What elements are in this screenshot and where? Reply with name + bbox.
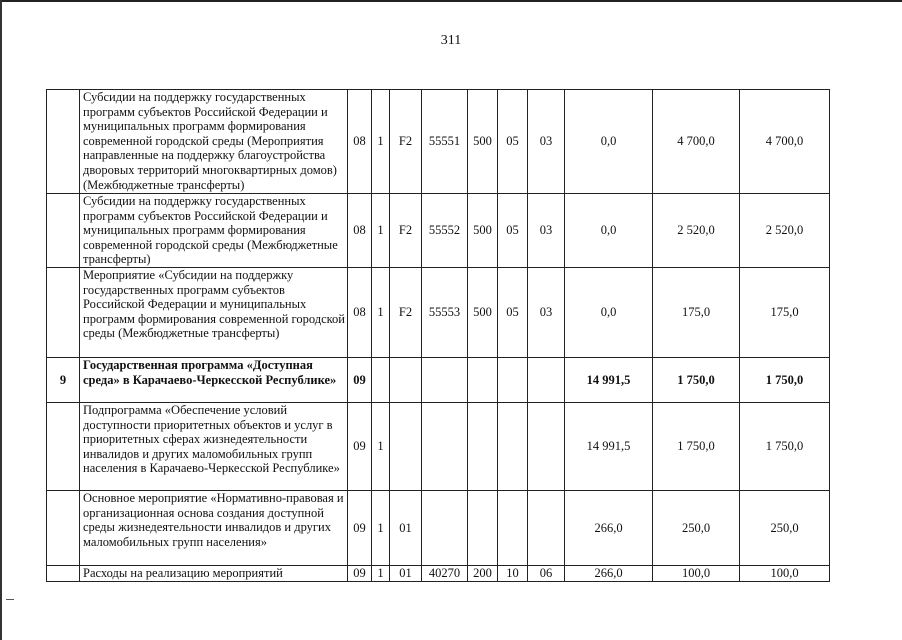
code-ministry: 09 — [348, 491, 372, 566]
row-name: Основное мероприятие «Нормативно-правовая и организационная основа создания доступной среды жизнедеятельности инвалидов и других маломобильных групп населения» — [80, 491, 348, 566]
code-section: 10 — [498, 566, 528, 582]
code-subprogram — [372, 358, 390, 403]
code-expense-type: 200 — [468, 566, 498, 582]
code-section — [498, 358, 528, 403]
code-direction — [422, 358, 468, 403]
amount-year-1: 0,0 — [565, 194, 653, 268]
code-expense-type — [468, 403, 498, 491]
code-section: 05 — [498, 90, 528, 194]
budget-table — [46, 89, 830, 582]
table-row — [47, 90, 830, 194]
amount-year-1: 0,0 — [565, 90, 653, 194]
row-number — [47, 90, 80, 194]
row-name: Субсидии на поддержку государственных программ субъектов Российской Федерации и муниципальных программ формирования современной городской среды (Межбюджетные трансферты) — [80, 194, 348, 268]
table-row — [47, 268, 830, 358]
code-subsection: 06 — [528, 566, 565, 582]
code-ministry: 08 — [348, 90, 372, 194]
code-subprogram: 1 — [372, 403, 390, 491]
code-direction — [422, 491, 468, 566]
code-expense-type: 500 — [468, 194, 498, 268]
code-section: 05 — [498, 268, 528, 358]
code-event: F2 — [390, 268, 422, 358]
amount-year-3: 175,0 — [740, 268, 830, 358]
table-row — [47, 491, 830, 566]
amount-year-1: 14 991,5 — [565, 358, 653, 403]
scan-mark — [6, 599, 14, 600]
code-event: F2 — [390, 90, 422, 194]
code-event: 01 — [390, 566, 422, 582]
amount-year-3: 2 520,0 — [740, 194, 830, 268]
code-ministry: 08 — [348, 194, 372, 268]
amount-year-2: 4 700,0 — [653, 90, 740, 194]
code-event — [390, 358, 422, 403]
code-subsection — [528, 358, 565, 403]
row-number — [47, 491, 80, 566]
amount-year-2: 2 520,0 — [653, 194, 740, 268]
code-subsection: 03 — [528, 268, 565, 358]
code-direction — [422, 403, 468, 491]
code-expense-type — [468, 358, 498, 403]
row-name: Субсидии на поддержку государственных программ субъектов Российской Федерации и муниципальных программ формирования современной городской среды (Мероприятия направленные на поддержку благоустройства дворовых территорий многоквартирных домов) (Межбюджетные трансферты) — [80, 90, 348, 194]
code-direction: 55553 — [422, 268, 468, 358]
table-row — [47, 194, 830, 268]
code-ministry: 08 — [348, 268, 372, 358]
code-direction: 40270 — [422, 566, 468, 582]
code-expense-type: 500 — [468, 268, 498, 358]
row-number: 9 — [47, 358, 80, 403]
code-subsection: 03 — [528, 90, 565, 194]
code-ministry: 09 — [348, 566, 372, 582]
row-number — [47, 403, 80, 491]
amount-year-1: 0,0 — [565, 268, 653, 358]
amount-year-2: 100,0 — [653, 566, 740, 582]
amount-year-2: 1 750,0 — [653, 403, 740, 491]
amount-year-3: 1 750,0 — [740, 358, 830, 403]
amount-year-1: 266,0 — [565, 566, 653, 582]
code-event: F2 — [390, 194, 422, 268]
code-subsection — [528, 403, 565, 491]
page-top-border — [0, 0, 902, 2]
row-number — [47, 194, 80, 268]
code-subprogram: 1 — [372, 90, 390, 194]
code-direction: 55551 — [422, 90, 468, 194]
code-direction: 55552 — [422, 194, 468, 268]
page-left-border — [0, 0, 2, 640]
table-row — [47, 358, 830, 403]
code-subprogram: 1 — [372, 491, 390, 566]
table-row — [47, 403, 830, 491]
amount-year-2: 1 750,0 — [653, 358, 740, 403]
code-event — [390, 403, 422, 491]
amount-year-3: 250,0 — [740, 491, 830, 566]
code-section — [498, 491, 528, 566]
amount-year-1: 266,0 — [565, 491, 653, 566]
amount-year-1: 14 991,5 — [565, 403, 653, 491]
code-expense-type: 500 — [468, 90, 498, 194]
amount-year-2: 250,0 — [653, 491, 740, 566]
code-ministry: 09 — [348, 358, 372, 403]
amount-year-3: 1 750,0 — [740, 403, 830, 491]
table-row — [47, 566, 830, 582]
amount-year-3: 100,0 — [740, 566, 830, 582]
code-subsection — [528, 491, 565, 566]
row-name: Подпрограмма «Обеспечение условий доступности приоритетных объектов и услуг в приоритетных сферах жизнедеятельности инвалидов и других маломобильных групп населения в Карачаево-Черкесской Республике» — [80, 403, 348, 491]
code-event: 01 — [390, 491, 422, 566]
code-ministry: 09 — [348, 403, 372, 491]
row-name: Расходы на реализацию мероприятий — [80, 566, 348, 582]
code-expense-type — [468, 491, 498, 566]
row-number — [47, 268, 80, 358]
page-number: 311 — [440, 33, 462, 48]
code-section — [498, 403, 528, 491]
amount-year-2: 175,0 — [653, 268, 740, 358]
code-subprogram: 1 — [372, 194, 390, 268]
code-subsection: 03 — [528, 194, 565, 268]
row-name: Государственная программа «Доступная среда» в Карачаево-Черкесской Республике» — [80, 358, 348, 403]
code-section: 05 — [498, 194, 528, 268]
row-number — [47, 566, 80, 582]
code-subprogram: 1 — [372, 268, 390, 358]
row-name: Мероприятие «Субсидии на поддержку государственных программ субъектов Российской Федерации и муниципальных программ формирования современной городской среды (Межбюджетные трансферты) — [80, 268, 348, 358]
amount-year-3: 4 700,0 — [740, 90, 830, 194]
code-subprogram: 1 — [372, 566, 390, 582]
